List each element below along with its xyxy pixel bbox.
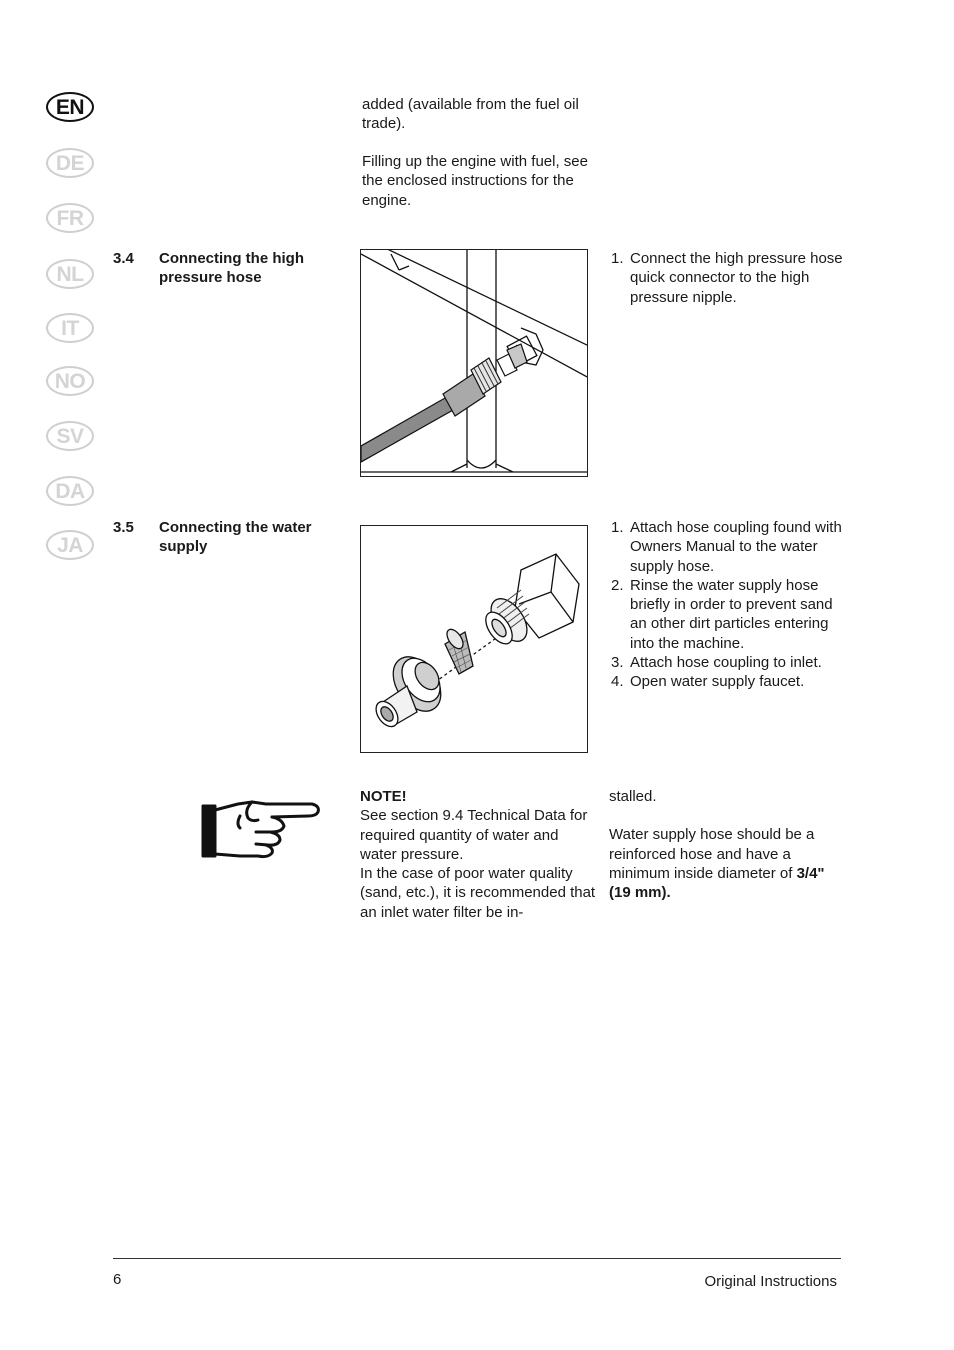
hose-coupling-illustration — [361, 526, 588, 753]
list-item — [608, 249, 848, 307]
note-hose-text: Water supply hose should be a reinforced hose and have a minimum inside diameter of — [609, 826, 815, 882]
pointing-hand-icon — [200, 798, 324, 862]
step-text: Attach hose coupling to inlet. — [630, 654, 822, 672]
steps-list-3-5 — [608, 518, 848, 692]
step-number: 1. — [611, 250, 624, 267]
note-hose-requirement — [609, 825, 829, 902]
steps-list-3-4 — [608, 249, 848, 307]
step-text: Connect the high pressure hose quick connector to the high pressure nipple. — [630, 250, 843, 306]
note-hose-diameter: 3/4" (19 mm). — [609, 864, 825, 902]
section-number-3-4: 3.4 — [113, 250, 134, 267]
note-paragraph-1: See section 9.4 Technical Data for required quantity of water and water pressure. — [360, 807, 588, 863]
language-tab-de[interactable]: DE — [46, 148, 94, 178]
list-item — [608, 653, 848, 672]
intro-paragraph-2: Filling up the engine with fuel, see the enclosed instructions for the engine. — [362, 153, 588, 209]
language-tab-nl[interactable]: NL — [46, 259, 94, 289]
note-block — [360, 787, 598, 922]
step-number: 2. — [611, 576, 624, 594]
language-tab-ja[interactable]: JA — [46, 530, 94, 560]
language-tab-en[interactable]: EN — [46, 92, 94, 122]
note-paragraph-2: In the case of poor water quality (sand, etc.), it is recommended that an inlet water filter be in- — [360, 865, 596, 921]
figure-high-pressure-hose — [360, 249, 588, 477]
language-tab-fr[interactable]: FR — [46, 203, 94, 233]
step-text: Open water supply faucet. — [630, 673, 805, 691]
section-title-3-5: Connecting the water supply — [159, 519, 312, 556]
language-tab-no[interactable]: NO — [46, 366, 94, 396]
section-number-3-5: 3.5 — [113, 519, 134, 536]
note-continuation-text: stalled. — [609, 788, 657, 805]
list-item — [608, 576, 848, 653]
language-tab-da[interactable]: DA — [46, 476, 94, 506]
figure-water-supply — [360, 525, 588, 753]
intro-paragraph-1: added (available from the fuel oil trade). — [362, 96, 579, 133]
step-text: Attach hose coupling found with Owners Manual to the water supply hose. — [630, 519, 842, 575]
footer-label: Original Instructions — [704, 1273, 837, 1290]
high-pressure-hose-illustration — [361, 250, 588, 477]
step-number: 1. — [611, 519, 624, 536]
note-heading: NOTE! — [360, 788, 407, 805]
language-tab-sv[interactable]: SV — [46, 421, 94, 451]
list-item — [608, 672, 848, 691]
step-number: 4. — [611, 673, 624, 691]
step-number: 3. — [611, 654, 624, 672]
language-tab-it[interactable]: IT — [46, 313, 94, 343]
page-number: 6 — [113, 1271, 122, 1288]
section-title-3-4: Connecting the high pressure hose — [159, 250, 304, 287]
step-text: Rinse the water supply hose briefly in order to prevent sand an other dirt particles entering into the machine. — [630, 576, 833, 652]
footer-divider — [113, 1258, 841, 1259]
note-continuation — [609, 787, 829, 902]
list-item — [608, 518, 848, 576]
